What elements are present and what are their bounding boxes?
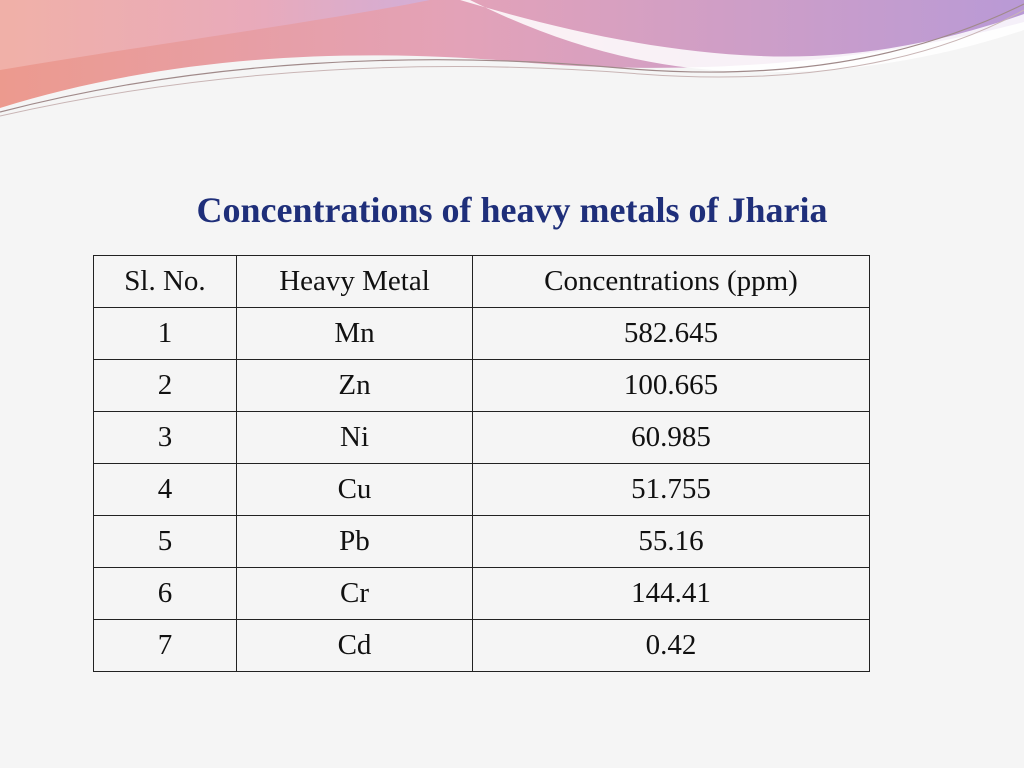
cell-concentration: 60.985 <box>473 412 870 464</box>
cell-concentration: 100.665 <box>473 360 870 412</box>
table-header-row <box>94 256 870 308</box>
cell-concentration: 582.645 <box>473 308 870 360</box>
cell-serial-number: 3 <box>94 412 237 464</box>
header-heavy-metal: Heavy Metal <box>237 256 473 308</box>
cell-concentration: 51.755 <box>473 464 870 516</box>
cell-serial-number: 6 <box>94 568 237 620</box>
cell-serial-number: 5 <box>94 516 237 568</box>
table-row <box>94 308 870 360</box>
decorative-banner <box>0 0 1024 140</box>
cell-serial-number: 1 <box>94 308 237 360</box>
cell-serial-number: 2 <box>94 360 237 412</box>
cell-serial-number: 7 <box>94 620 237 672</box>
table-row <box>94 516 870 568</box>
cell-heavy-metal: Cd <box>237 620 473 672</box>
table-row <box>94 412 870 464</box>
cell-heavy-metal: Cu <box>237 464 473 516</box>
table-row <box>94 568 870 620</box>
cell-concentration: 55.16 <box>473 516 870 568</box>
cell-heavy-metal: Ni <box>237 412 473 464</box>
cell-heavy-metal: Zn <box>237 360 473 412</box>
cell-heavy-metal: Cr <box>237 568 473 620</box>
slide-title: Concentrations of heavy metals of Jharia <box>196 190 828 230</box>
cell-heavy-metal: Pb <box>237 516 473 568</box>
heavy-metals-table <box>93 255 870 672</box>
cell-concentration: 144.41 <box>473 568 870 620</box>
table-row <box>94 360 870 412</box>
header-concentration: Concentrations (ppm) <box>473 256 870 308</box>
cell-heavy-metal: Mn <box>237 308 473 360</box>
cell-serial-number: 4 <box>94 464 237 516</box>
cell-concentration: 0.42 <box>473 620 870 672</box>
table-row <box>94 620 870 672</box>
header-serial-number: Sl. No. <box>94 256 237 308</box>
table-row <box>94 464 870 516</box>
